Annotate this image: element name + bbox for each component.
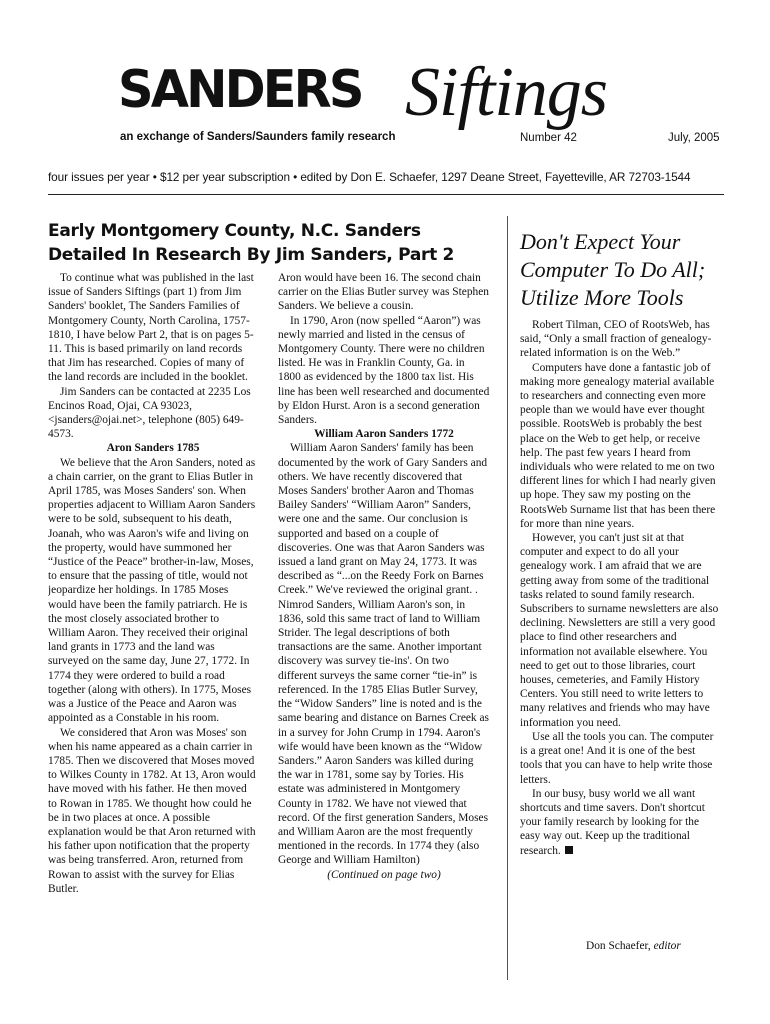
sidebar-divider xyxy=(507,216,508,980)
paragraph: In 1790, Aron (now spelled “Aaron”) was newly married and listed in the census of Montgomery County. There were no children listed. He was in Franklin County, Ga. in 1800 as evidenced by the 1800 tax list. His line has been well researched and documented by Eldon Hurst. Aron is a second generation Sanders. xyxy=(278,314,490,427)
paragraph: In our busy, busy world we all want shortcuts and time savers. Don't shortcut your family research by looking for the easy way out. Keep up the traditional research. xyxy=(520,787,705,857)
issue-date: July, 2005 xyxy=(668,132,720,144)
paragraph: To continue what was published in the last issue of Sanders Siftings (part 1) from Jim Sanders' booklet, The Sanders Families of Montgomery County, North Carolina, 1757-1810, I have below Part 2, that is on pages 5-11. This is based primarily on land records that Jim has researched. Copies of many of the land records are included in the booklet. xyxy=(48,272,254,384)
paragraph: Use all the tools you can. The computer is a great one! And it is one of the best tools that you can have to help write those letters. xyxy=(520,730,714,786)
continued-note: (Continued on page two) xyxy=(327,868,441,881)
article-column-1 xyxy=(48,271,258,896)
section-subhead: William Aaron Sanders 1772 xyxy=(314,428,454,441)
sidebar-headline: Don't Expect Your Computer To Do All; Utilize More Tools xyxy=(520,229,706,310)
paragraph: Aron would have been 16. The second chain carrier on the Elias Butler survey was Stephen Sanders. We believe a cousin. xyxy=(278,272,489,313)
end-mark-icon xyxy=(565,846,573,854)
header-divider xyxy=(48,194,724,195)
sidebar-column xyxy=(520,318,720,858)
section-subhead: Aron Sanders 1785 xyxy=(106,442,200,455)
paragraph: William Aaron Sanders' family has been documented by the work of Gary Sanders and others. We have recently discovered that Moses Sanders' brother Aaron and Thomas Bailey Sanders' “William Aaron” Sanders, were one and the same. Our conclusion is supported and based on a couple of discoveries. One was that Aaron Sanders was issued a land grant on May 24, 1773. It was described as “...on the Reedy Fork on Barnes Creek.” We've reviewed the original grant. . Nimrod Sanders, William Aaron's son, in 1836, sold this same tract of land to William Strider. The legal descriptions of both transactions are the same. Another important discovery was survey tie-ins'. On two different surveys the same corner “tie-in” is referenced. In the 1785 Elias Butler Survey, the “Widow Sanders” line is noted and is the same bearing and distance on Barnes Creek as in a survey for John Crump in 1794. Aaron's wife would have been known as the “Widow Sanders.” Aaron Sanders was killed during the war in 1781, some say by Tories. His estate was administered in Montgomery County in 1782. We have not viewed that record. Of the first generation Sanders, Moses and William Aaron are the most frequently mentioned in the records. In 1774 they (also George and William Hamilton) xyxy=(278,442,489,867)
subscription-line: four issues per year • $12 per year subscription • edited by Don E. Schaefer, 1297 Deane Street, Fayetteville, AR 72703-1544 xyxy=(48,170,691,184)
paragraph: Computers have done a fantastic job of making more genealogy material available to researchers and connecting even more people than we would have ever thought possible. RootsWeb is probably the best place on the Web to get help, or receive help. The past few years I heard from individuals who were related to me on two different lines for which I had nearly given up hope. They saw my posting on the RootsWeb Surname list that has been there for more than nine years. xyxy=(520,361,716,530)
masthead-brand xyxy=(118,60,374,120)
paragraph: However, you can't just sit at that computer and expect to do all your genealogy work. I am afraid that we are getting away from some of the traditional tasks related to sound family research. Subscribers to surname newsletters are also declining. Newsletters are still a very good place to find other researchers and information not available elsewhere. You need to get out to those libraries, court houses, cemeteries, and Family History Centers. You still need to write letters to many relatives and friends who may have information you need. xyxy=(520,532,719,729)
paragraph: Jim Sanders can be contacted at 2235 Los Encinos Road, Ojai, CA 93023, <jsanders@ojai.net>, telephone (805) 649-4573. xyxy=(48,385,251,441)
paragraph: We believe that the Aron Sanders, noted as a chain carrier, on the grant to Elias Butler in April 1785, was Moses Sanders' son. When properties adjacent to William Aaron Sanders were to be sold, subsequent to his death, Joanah, who was Aaron's wife and living on the property, would have summoned her “Justice of the Peace” brother-in-law, Moses, to ensure that the passing of title, would not jeopardize her holdings. In 1785 Moses would have been the family patriarch. He is the most closely associated brother to William Aaron. They received their original land grants in 1773 and the land was surveyed on the same day, June 27, 1772. In 1774 they were ordered to build a road together (along with others). In 1775, Moses was a Justice of the Peace and Aaron was appointed as a Constable in his room. xyxy=(48,456,256,725)
issue-number: Number 42 xyxy=(520,132,577,144)
article-headline: Early Montgomery County, N.C. Sanders Detailed In Research By Jim Sanders, Part 2 xyxy=(48,221,455,265)
editor-signature: Don Schaefer, editor xyxy=(586,940,681,952)
brand-script-title: Siftings xyxy=(405,54,608,131)
brand-title: SANDERS xyxy=(118,60,362,120)
tagline: an exchange of Sanders/Saunders family research xyxy=(120,131,396,143)
article-column-2 xyxy=(278,271,490,882)
paragraph: We considered that Aron was Moses' son when his name appeared as a chain carrier in 1785. Then we discovered that Moses moved to Wilkes County in 1782. At 13, Aron would have moved with his father. He then moved to Rowan in 1785. We thought how could he be in two places at once. A possible explanation would be that Aron returned with his father upon notification that the property was being transferred. Aron, returned from Rowan to assist with the survey for Elias Butler. xyxy=(48,726,256,895)
paragraph: Robert Tilman, CEO of RootsWeb, has said, “Only a small fraction of genealogy-related information is on the Web.” xyxy=(520,319,712,360)
